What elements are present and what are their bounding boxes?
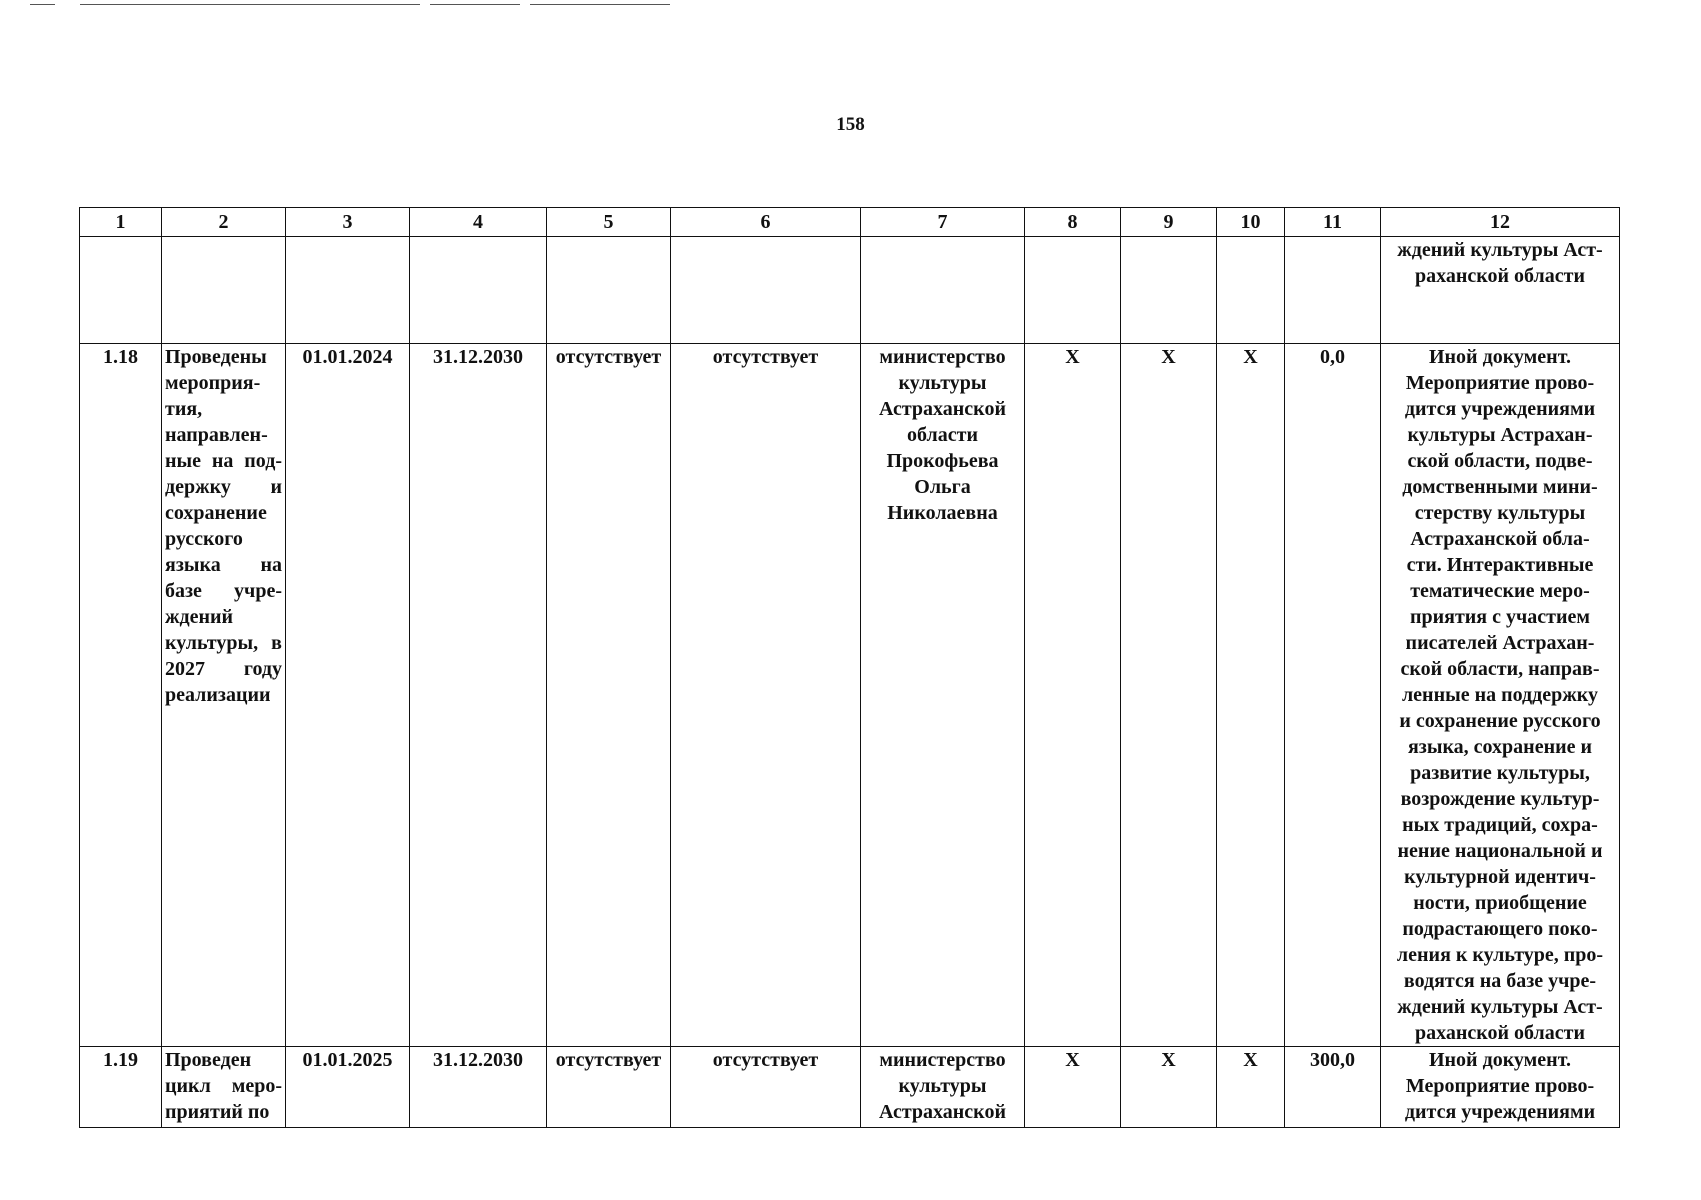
column-number-header: 8	[1025, 208, 1121, 237]
empty-cell	[547, 237, 671, 344]
start-date-cell: 01.01.2024	[286, 344, 410, 1047]
empty-cell	[1285, 237, 1381, 344]
start-date-cell: 01.01.2025	[286, 1047, 410, 1128]
table-row	[80, 1047, 1620, 1128]
responsible-cell: министерство культуры Астраханской области Прокофьева Ольга Николаевна	[861, 344, 1025, 1047]
column-6-cell: отсутствует	[671, 1047, 861, 1128]
empty-cell	[286, 237, 410, 344]
column-number-header: 10	[1217, 208, 1285, 237]
column-8-cell: Х	[1025, 1047, 1121, 1128]
column-number-header: 9	[1121, 208, 1217, 237]
column-number-header: 2	[162, 208, 286, 237]
table-row	[80, 344, 1620, 1047]
note-cell: Иной документ. Мероприятие прово- дится учреждениями культуры Астрахан- ской области, подве- домственными мини- стерству культуры Астраханской обла- сти. Интерактивные тематические меро- приятия с участием писателей Астрахан- ской области, направ- ленные на поддержку и сохранение русского языка, сохранение и развитие культуры, возрождение культур- ных традиций, сохра- нение национальной и культурной идентич- ности, приобщение подрастающего поко- ления к культуре, про- водятся на базе учре- ждений культуры Аст- раханской области	[1381, 344, 1620, 1047]
empty-cell	[410, 237, 547, 344]
scan-artifact-line	[430, 4, 520, 5]
empty-cell	[861, 237, 1025, 344]
empty-cell	[162, 237, 286, 344]
column-6-cell: отсутствует	[671, 344, 861, 1047]
column-number-header: 6	[671, 208, 861, 237]
funding-cell: 0,0	[1285, 344, 1381, 1047]
funding-cell: 300,0	[1285, 1047, 1381, 1128]
continuation-row	[80, 237, 1620, 344]
scan-artifact-line	[530, 4, 670, 5]
column-5-cell: отсутствует	[547, 1047, 671, 1128]
row-number-cell: 1.19	[80, 1047, 162, 1128]
empty-cell	[1121, 237, 1217, 344]
column-8-cell: Х	[1025, 344, 1121, 1047]
empty-cell	[80, 237, 162, 344]
column-9-cell: Х	[1121, 344, 1217, 1047]
column-number-header: 12	[1381, 208, 1620, 237]
column-number-header: 7	[861, 208, 1025, 237]
column-10-cell: Х	[1217, 344, 1285, 1047]
note-cell: Иной документ. Мероприятие прово- дится учреждениями	[1381, 1047, 1620, 1128]
column-number-header: 11	[1285, 208, 1381, 237]
scan-artifact-line	[80, 4, 420, 5]
responsible-cell: министерство культуры Астраханской	[861, 1047, 1025, 1128]
empty-cell	[1025, 237, 1121, 344]
program-activities-table	[79, 207, 1620, 1128]
empty-cell	[1217, 237, 1285, 344]
scan-artifact-line	[30, 4, 55, 5]
activity-name-cell: Проведен цикл меро-приятий по	[162, 1047, 286, 1128]
column-5-cell: отсутствует	[547, 344, 671, 1047]
column-number-header: 1	[80, 208, 162, 237]
column-9-cell: Х	[1121, 1047, 1217, 1128]
end-date-cell: 31.12.2030	[410, 1047, 547, 1128]
column-number-header: 4	[410, 208, 547, 237]
empty-cell	[671, 237, 861, 344]
activity-name-cell: Проведены мероприя-тия, направлен-ные на под-держку и сохранение русского языка на базе учре-ждений культуры, в 2027 году реализации	[162, 344, 286, 1047]
column-number-header: 5	[547, 208, 671, 237]
note-cell: ждений культуры Аст- раханской области	[1381, 237, 1620, 344]
end-date-cell: 31.12.2030	[410, 344, 547, 1047]
row-number-cell: 1.18	[80, 344, 162, 1047]
column-number-header: 3	[286, 208, 410, 237]
column-10-cell: Х	[1217, 1047, 1285, 1128]
page-number: 158	[836, 114, 865, 135]
column-number-header-row	[80, 208, 1620, 237]
